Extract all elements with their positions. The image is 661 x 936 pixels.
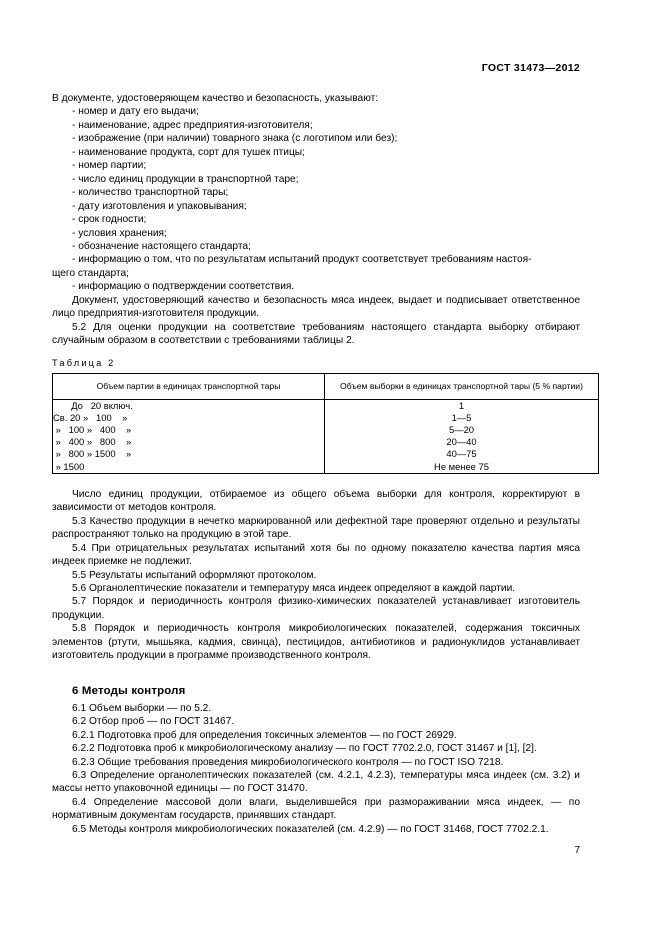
table-row-value: 1 — [458, 399, 465, 411]
list-item: - срок годности; — [72, 214, 147, 226]
table-row-value: 20—40 — [446, 436, 477, 448]
table-row-value: 5—20 — [448, 424, 475, 436]
paragraph-5-7: 5.7 Порядок и периодичность контроля физико-химических показателей устанавливает изготовитель продукции. — [52, 596, 580, 621]
list-item-continuation: щего стандарта; — [52, 267, 129, 279]
list-item: - информацию о том, что по результатам испытаний продукт соответствует требованиям настоя- — [72, 254, 532, 266]
table-header-row — [53, 373, 599, 399]
paragraph-5-8: 5.8 Порядок и периодичность контроля микробиологических показателей, содержания токсичных элементов (ртути, мышьяка, кадмия, свинца), пестицидов, антибиотиков и радионуклидов устанавливает изготовитель продукции в программе производственного контроля. — [52, 623, 580, 662]
list-item: - число единиц продукции в транспортной таре; — [72, 173, 299, 185]
table-row-value: 1—5 — [451, 411, 472, 423]
paragraph-document-issuer: Документ, удостоверяющий качество и безопасность мяса индеек, выдает и подписывает ответственное лицо предприятия-изготовителя продукции. — [52, 294, 580, 320]
list-item: - условия хранения; — [72, 227, 167, 239]
intro-paragraph: В документе, удостоверяющем качество и безопасность, указывают: — [52, 93, 379, 104]
list-item: - количество транспортной тары; — [72, 187, 229, 199]
spacer — [52, 474, 580, 488]
table-row-value: До 20 включ. — [53, 399, 133, 411]
list-item: - номер и дату его выдачи; — [72, 106, 199, 118]
table-row-value: » 800 » 1500 » — [53, 448, 132, 460]
table-header-sample-volume: Объем выборки в единицах транспортной тары (5 % партии) — [325, 373, 599, 399]
paragraph-5-6: 5.6 Органолептические показатели и температуру мяса индеек определяют в каждой партии. — [72, 583, 516, 594]
running-header-standard-id: ГОСТ 31473—2012 — [481, 62, 580, 74]
table-row-value: » 1500 — [53, 460, 85, 472]
section-heading-6: 6 Методы контроля — [72, 684, 186, 697]
table-row-value: » 400 » 800 » — [53, 436, 132, 448]
paragraph-6-5: 6.5 Методы контроля микробиологических показателей (см. 4.2.9) — по ГОСТ 31468, ГОСТ 7702.2.1. — [72, 823, 549, 835]
paragraph-6-2: 6.2 Отбор проб — по ГОСТ 31467. — [72, 716, 235, 728]
list-item: - информацию о подтверждении соответствия. — [72, 281, 295, 293]
table-row-value: 40—75 — [446, 448, 477, 460]
paragraph-5-3: 5.3 Качество продукции в нечетко маркированной или дефектной таре проверяют отдельно и результаты распространяют только на продукцию в этой таре. — [52, 515, 580, 541]
table-header-lot-volume: Объем партии в единицах транспортной тары — [53, 373, 325, 399]
table-row-value: Не менее 75 — [434, 460, 489, 472]
table-cell-lot-ranges — [53, 399, 325, 473]
list-item: - обозначение настоящего стандарта; — [72, 240, 251, 252]
paragraph-6-2-1: 6.2.1 Подготовка проб для определения токсичных элементов — по ГОСТ 26929. — [72, 729, 457, 741]
paragraph-6-4: 6.4 Определение массовой доли влаги, выделившейся при размораживании мяса индеек, — по нормативным документам государств, принявших стандарт. — [52, 796, 580, 822]
paragraph-5-5: 5.5 Результаты испытаний оформляют протоколом. — [72, 569, 317, 581]
list-item: - изображение (при наличии) товарного знака (с логотипом или без); — [72, 133, 398, 145]
list-item: - наименование продукта, сорт для тушек птицы; — [72, 146, 305, 158]
table-row — [53, 399, 599, 473]
paragraph-5-4: 5.4 При отрицательных результатах испытаний хотя бы по одному показателю качества партия мяса индеек приемке не подлежит. — [52, 542, 580, 568]
sampling-table — [52, 373, 599, 474]
paragraph-6-2-3: 6.2.3 Общие требования проведения микробиологического контроля — по ГОСТ ISO 7218. — [72, 756, 504, 768]
table-cell-sample-values — [325, 399, 599, 473]
list-item: - наименование, адрес предприятия-изготовителя; — [72, 119, 313, 131]
paragraph-5-2: 5.2 Для оценки продукции на соответствие требованиям настоящего стандарта выборку отбирают случайным образом в соответствии с требованиями таблицы 2. — [52, 321, 580, 347]
paragraph-after-table: Число единиц продукции, отбираемое из общего объема выборки для контроля, корректируют в зависимости от методов контроля. — [52, 488, 580, 514]
paragraph-6-1: 6.1 Объем выборки — по 5.2. — [72, 702, 212, 714]
page-number: 7 — [574, 845, 580, 856]
table-row-value: Св. 20 » 100 » — [53, 411, 128, 423]
list-item: - дату изготовления и упаковывания; — [72, 200, 247, 212]
table-row-value: » 100 » 400 » — [53, 424, 132, 436]
page-content — [52, 92, 583, 836]
table-caption: Таблица 2 — [52, 357, 116, 368]
list-item: - номер партии; — [72, 160, 147, 172]
paragraph-6-3: 6.3 Определение органолептических показателей (см. 4.2.1, 4.2.3), температуры мяса индеек (см. 3.2) и массы нетто упаковочной единицы — по ГОСТ 31470. — [52, 769, 580, 795]
paragraph-6-2-2: 6.2.2 Подготовка проб к микробиологическому анализу — по ГОСТ 7702.2.0, ГОСТ 31467 и [1], [2]. — [72, 743, 537, 755]
